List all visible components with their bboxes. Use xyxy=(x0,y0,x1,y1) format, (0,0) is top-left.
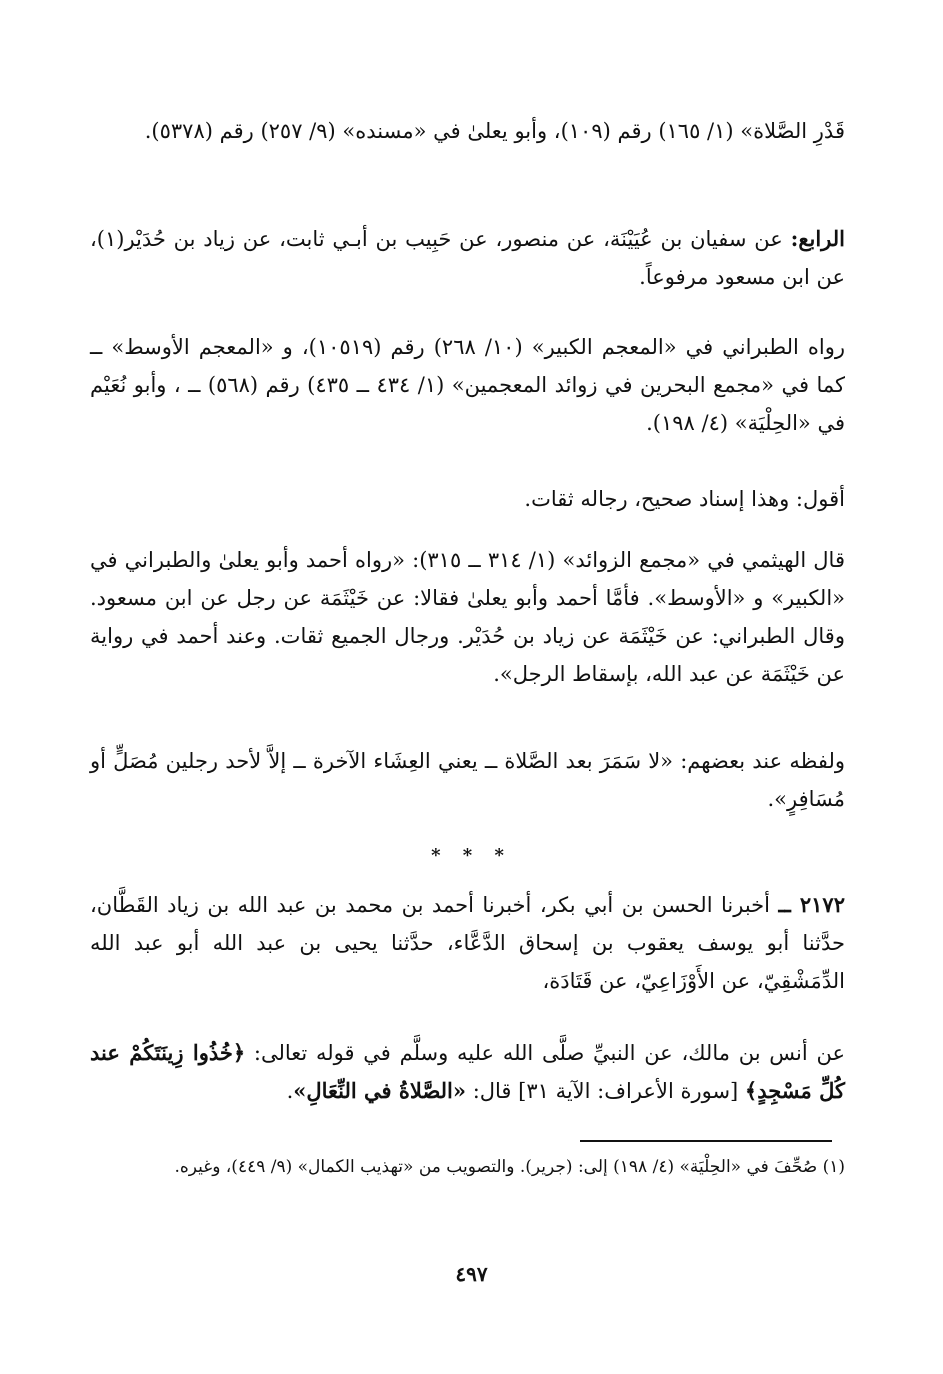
paragraph-wording xyxy=(90,742,845,818)
paragraph-author-verdict xyxy=(90,480,845,518)
hadith-number: ٢١٧٢ ــ xyxy=(778,892,845,917)
page-number: ٤٩٧ xyxy=(455,1262,488,1286)
paragraph-text: رواه الطبراني في «المعجم الكبير» (١٠/ ٢٦٨) رقم (١٠٥١٩)، و «المعجم الأوسط» ــ كما في «مجمع البحرين في زوائد المعجمين» (١/ ٤٣٤ ــ ٤٣٥) رقم (٥٦٨) ــ ، وأبو نُعَيْم في «الحِلْيَة» (٤/ ١٩٨). xyxy=(90,335,845,435)
paragraph-text: قال الهيثمي في «مجمع الزوائد» (١/ ٣١٤ ــ ٣١٥): «رواه أحمد وأبو يعلىٰ والطبراني في «الكبير» و «الأوسط». فأمَّا أحمد وأبو يعلىٰ فقالا: عن خَيْثَمَة عن رجل عن ابن مسعود. وقال الطبراني: عن خَيْثَمَة عن زياد بن حُدَيْر. ورجال الجميع ثقات. وعند أحمد في رواية عن خَيْثَمَة عن عبد الله، بإسقاط الرجل». xyxy=(90,548,845,686)
paragraph-text: قَدْرِ الصَّلاة» (١/ ١٦٥) رقم (١٠٩)، وأبو يعلىٰ في «مسنده» (٩/ ٢٥٧) رقم (٥٣٧٨). xyxy=(144,119,845,143)
section-separator: * * * xyxy=(431,845,512,866)
paragraph-haythami-quote xyxy=(90,541,845,693)
hadith-quote: «الصَّلاةُ في النِّعَالِ» xyxy=(293,1078,467,1103)
footnote-divider xyxy=(580,1140,832,1142)
footnote-text: (١) صُحِّفَ في «الحِلْيَة» (٤/ ١٩٨) إلى: (جرير). والتصويب من «تهذيب الكمال» (٩/ ٤٤٩)، وغيره. xyxy=(174,1157,845,1177)
hadith-end-mark: . xyxy=(286,1079,294,1103)
paragraph-text: عن سفيان بن عُيَيْنَة، عن منصور، عن حَبِيب بن أبـي ثابت، عن زياد بن حُدَيْر(١)، عن ابن مسعود مرفوعاً. xyxy=(90,227,845,289)
hadith-matn-text: عن أنس بن مالك، عن النبيِّ صلَّى الله عليه وسلَّم في قوله تعالى: xyxy=(253,1041,845,1065)
paragraph-fourth-chain xyxy=(90,220,845,296)
quran-verse: ﴿خُذُوا زِينَتَكُمْ عند كُلِّ مَسْجِدٍ﴾ xyxy=(90,1040,845,1103)
hadith-matn xyxy=(90,1034,845,1110)
paragraph-continuation xyxy=(90,112,845,150)
hadith-entry xyxy=(90,886,845,1000)
paragraph-text: أقول: وهذا إسناد صحيح، رجاله ثقات. xyxy=(524,487,845,511)
hadith-isnad: أخبرنا الحسن بن أبي بكر، أخبرنا أحمد بن محمد بن عبد الله بن زياد القَطَّان، حدَّثنا أبو يوسف يعقوب بن إسحاق الدَّعَّاء، حدَّثنا يحيى بن عبد الله أبو عبد الله الدِّمَشْقِيّ، عن الأَوْزَاعِيّ، عن قَتَادَة، xyxy=(90,893,845,993)
footnote xyxy=(90,1150,845,1184)
paragraph-lead-word: الرابع: xyxy=(790,226,845,251)
paragraph-narration-sources xyxy=(90,328,845,442)
quran-reference: [سورة الأعراف: الآية ٣١] قال: xyxy=(472,1079,739,1103)
paragraph-text: ولفظه عند بعضهم: «لا سَمَرَ بعد الصَّلاة ــ يعني العِشَاء الآخرة ــ إلاَّ لأحد رجلين مُصَلٍّ أو مُسَافِرٍ». xyxy=(90,749,845,811)
